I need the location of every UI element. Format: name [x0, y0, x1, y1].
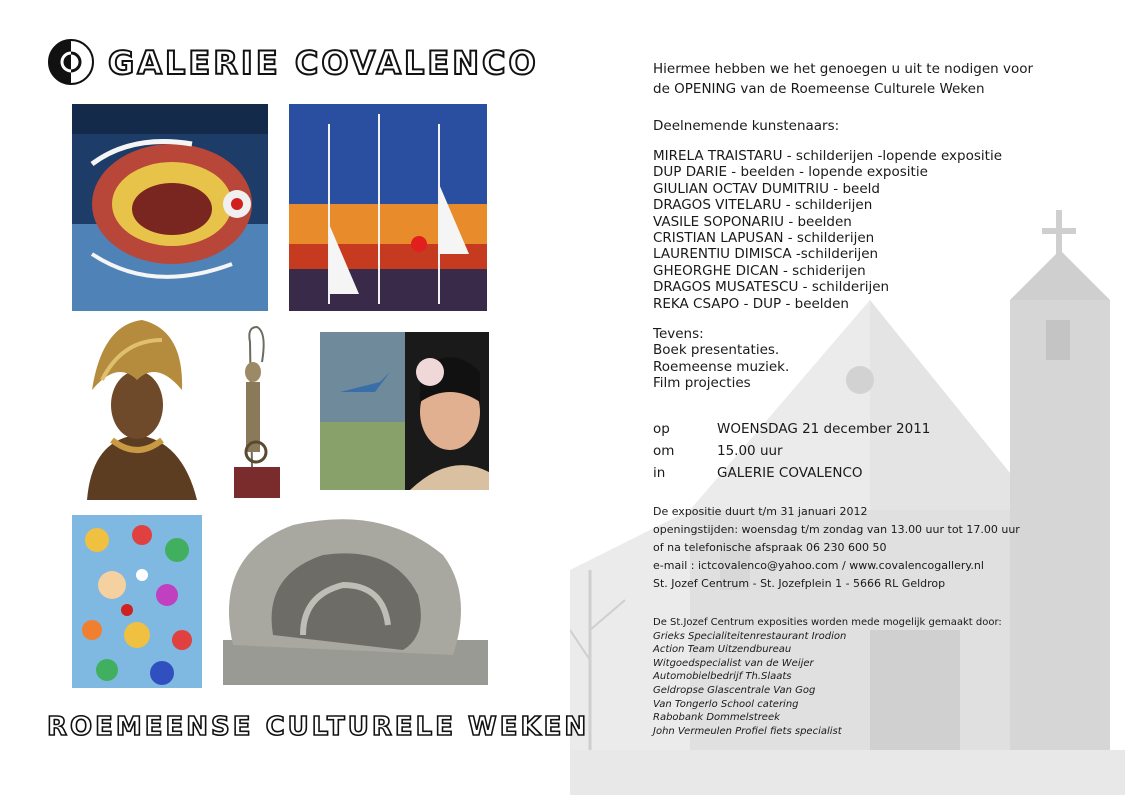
artist-item: GHEORGHE DICAN - schiderijen [653, 262, 866, 279]
also-item: Boek presentaties. [653, 342, 780, 359]
artists-list [653, 148, 1123, 312]
event-key: in [653, 465, 666, 481]
artwork-figure-sculpture [222, 322, 284, 498]
contact-line[interactable]: e-mail : ictcovalenco@yahoo.com / www.covalencogallery.nl [653, 559, 984, 572]
event-row [653, 440, 930, 462]
artist-item: DRAGOS VITELARU - schilderijen [653, 197, 873, 214]
event-key: om [653, 443, 675, 459]
invitation-intro [653, 61, 1113, 98]
gallery-brand-title: GALERIE COVALENCO [108, 44, 539, 82]
event-value: WOENSDAG 21 december 2011 [717, 421, 931, 437]
sponsor-item: Rabobank Dommelstreek [653, 712, 780, 724]
also-item: Film projecties [653, 375, 751, 392]
sponsor-item: Grieks Specialiteitenrestaurant Irodion [653, 630, 847, 642]
artist-item: MIRELA TRAISTARU - schilderijen -lopende expositie [653, 148, 1003, 164]
event-series-title: ROEMEENSE CULTURELE WEKEN [47, 712, 590, 742]
artwork-woman-hummingbird-painting [320, 332, 489, 490]
artwork-colorful-faces-painting [72, 515, 202, 688]
covalenco-logo-icon [47, 38, 95, 86]
artist-item: GIULIAN OCTAV DUMITRIU - beeld [653, 180, 880, 197]
intro-line: Hiermee hebben we het genoegen u uit te nodigen voor [653, 61, 1034, 77]
event-value: GALERIE COVALENCO [717, 465, 863, 481]
sponsors-section [653, 616, 1123, 738]
sponsor-item: Automobielbedrijf Th.Slaats [653, 671, 792, 683]
artist-item: VASILE SOPONARIU - beelden [653, 213, 852, 230]
intro-line: de OPENING van de Roemeense Culturele Weken [653, 81, 985, 98]
info-line: openingstijden: woensdag t/m zondag van 13.00 uur tot 17.00 uur [653, 523, 1020, 536]
also-item: Roemeense muziek. [653, 358, 790, 375]
info-line: of na telefonische afspraak 06 230 600 50 [653, 541, 887, 554]
sponsor-item: Geldropse Glascentrale Van Gog [653, 684, 816, 696]
artist-item: CRISTIAN LAPUSAN - schilderijen [653, 230, 875, 247]
event-value: 15.00 uur [717, 443, 783, 459]
event-key: op [653, 421, 670, 437]
sponsor-item: Action Team Uitzendbureau [653, 644, 792, 656]
artist-item: REKA CSAPO - DUP - beelden [653, 295, 849, 312]
artists-heading: Deelnemende kunstenaars: [653, 118, 840, 134]
address-line: St. Jozef Centrum - St. Jozefplein 1 - 5666 RL Geldrop [653, 577, 946, 590]
artwork-bronze-bust [72, 320, 202, 500]
artist-item: LAURENTIU DIMISCA -schilderijen [653, 246, 879, 263]
sponsor-item: John Vermeulen Profiel fiets specialist [653, 725, 842, 737]
exhibition-info [653, 503, 1123, 593]
info-line: De expositie duurt t/m 31 januari 2012 [653, 505, 868, 518]
artist-item: DUP DARIE - beelden - lopende expositie [653, 164, 928, 181]
artwork-sailboats-painting [289, 104, 487, 311]
sponsors-heading: De St.Jozef Centrum exposities worden mede mogelijk gemaakt door: [653, 617, 1002, 628]
artist-item: DRAGOS MUSATESCU - schilderijen [653, 279, 890, 296]
sponsor-item: Van Tongerlo School catering [653, 698, 799, 710]
event-row [653, 418, 930, 440]
artwork-stone-ear-sculpture [213, 515, 489, 690]
event-row [653, 462, 930, 484]
artwork-fish-painting [72, 104, 268, 311]
sponsor-item: Witgoedspecialist van de Weijer [653, 657, 814, 669]
also-heading: Tevens: [653, 326, 704, 342]
event-details [653, 418, 930, 484]
also-section [653, 326, 789, 392]
